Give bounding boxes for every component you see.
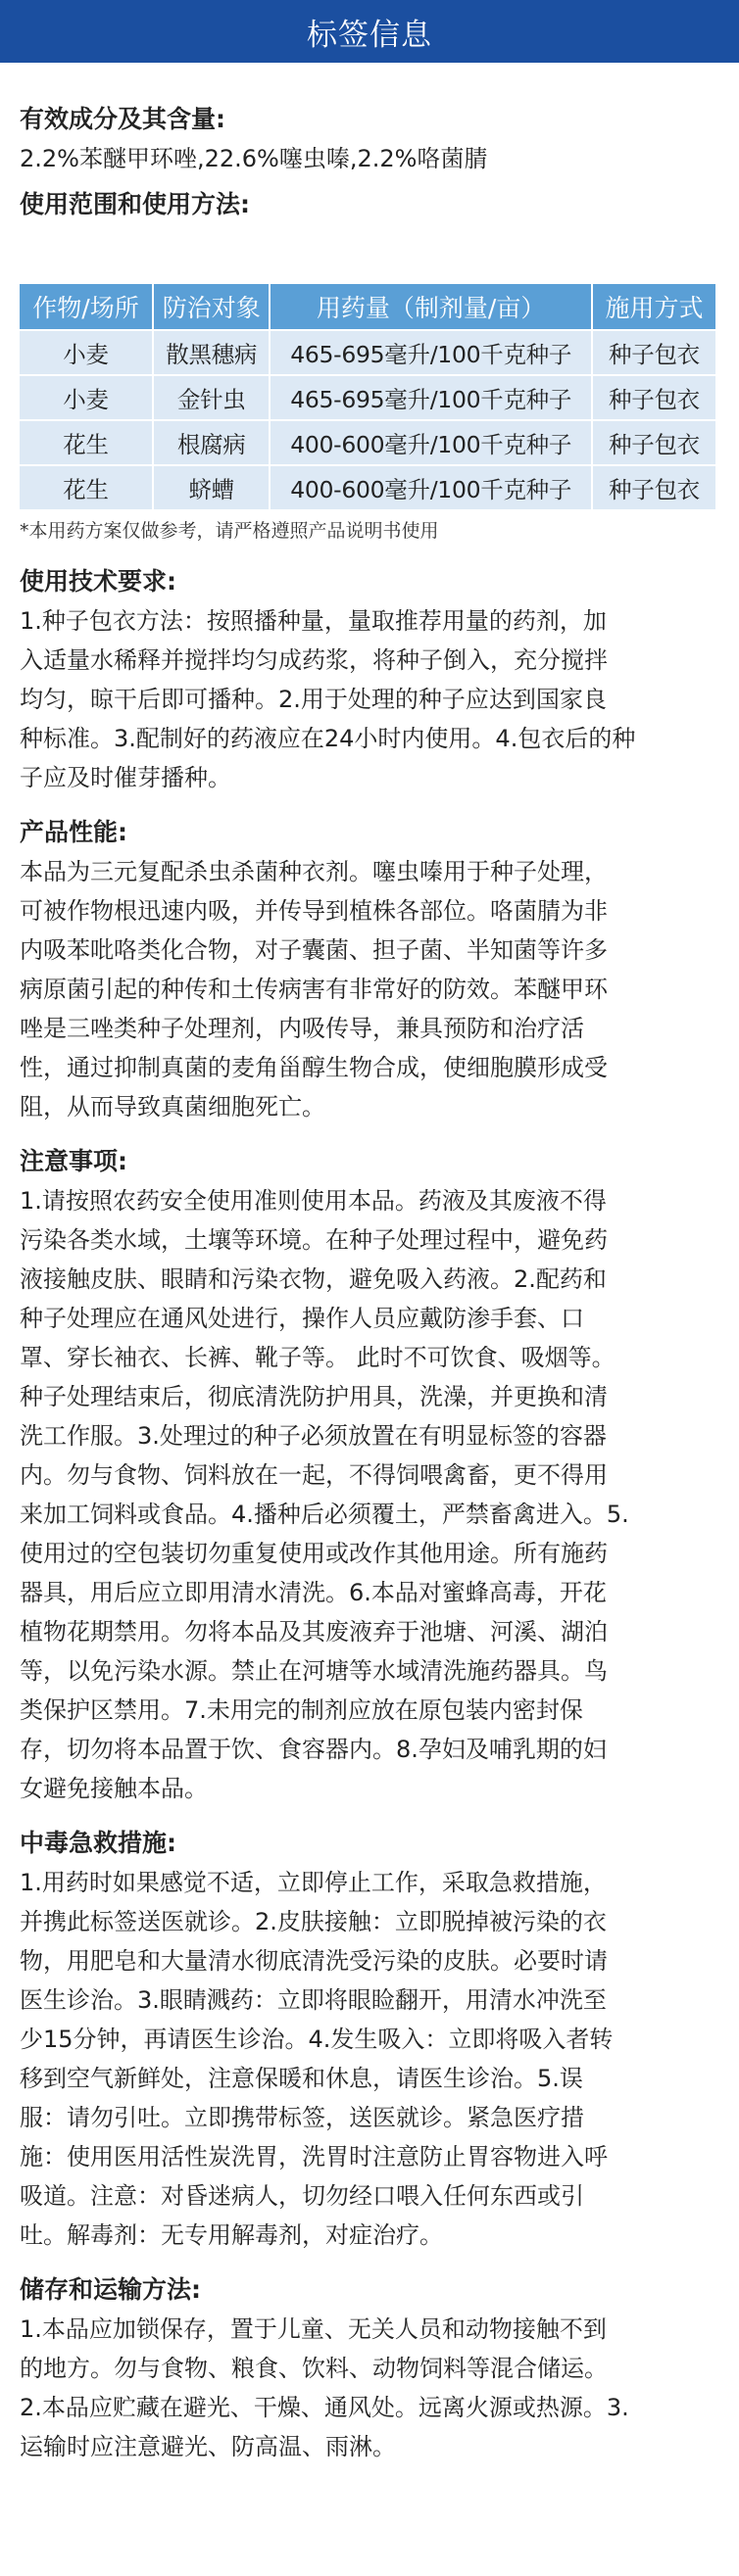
table-row	[20, 376, 715, 419]
firstaid-title: 中毒急救措施:	[20, 1829, 176, 1857]
precautions-title: 注意事项:	[20, 1147, 127, 1175]
ingredients-text: 2.2%苯醚甲环唑,22.6%噻虫嗪,2.2%咯菌腈	[20, 145, 488, 172]
usage-note: *本用药方案仅做参考，请严格遵照产品说明书使用	[20, 520, 439, 542]
text-line: 来加工饲料或食品。4.播种后必须覆土，严禁畜禽进入。5.	[20, 1501, 629, 1528]
usage-table	[18, 282, 717, 511]
text-line: 1.请按照农药安全使用准则使用本品。药液及其废液不得	[20, 1187, 607, 1215]
page-title: 标签信息	[307, 17, 432, 53]
text-line: 本品为三元复配杀虫杀菌种衣剂。噻虫嗪用于种子处理，	[20, 858, 608, 885]
target-cell: 根腐病	[154, 421, 269, 464]
text-line: 女避免接触本品。	[20, 1775, 208, 1802]
performance-section	[20, 815, 719, 1126]
text-line: 阻，从而导致真菌细胞死亡。	[20, 1093, 325, 1121]
text-line: 并携此标签送医就诊。2.皮肤接触：立即脱掉被污染的衣	[20, 1908, 607, 1935]
crop-cell: 花生	[20, 466, 152, 509]
text-line: 病原菌引起的种传和土传病害有非常好的防效。苯醚甲环	[20, 976, 608, 1003]
target-cell: 散黑穗病	[154, 331, 269, 374]
text-line: 1.种子包衣方法：按照播种量，量取推荐用量的药剂，加	[20, 607, 607, 635]
storage-text	[20, 2310, 719, 2466]
table-header-row	[20, 284, 715, 329]
text-line: 少15分钟，再请医生诊治。4.发生吸入：立即将吸入者转	[20, 2026, 614, 2053]
header-bar	[0, 0, 739, 63]
ingredients-section	[20, 102, 719, 178]
text-line: 内吸苯吡咯类化合物，对子囊菌、担子菌、半知菌等许多	[20, 936, 608, 964]
crop-cell: 小麦	[20, 331, 152, 374]
firstaid-section	[20, 1826, 719, 2255]
text-line: 液接触皮肤、眼睛和污染衣物，避免吸入药液。2.配药和	[20, 1265, 607, 1293]
method-cell: 种子包衣	[593, 421, 715, 464]
text-line: 器具，用后应立即用清水清洗。6.本品对蜜蜂高毒，开花	[20, 1579, 607, 1606]
dosage-cell: 465-695毫升/100千克种子	[271, 376, 591, 419]
precautions-section	[20, 1144, 719, 1808]
performance-text	[20, 852, 719, 1126]
text-line: 物，用肥皂和大量清水彻底清洗受污染的皮肤。必要时请	[20, 1947, 608, 1975]
text-line: 种子处理应在通风处进行，操作人员应戴防渗手套、口	[20, 1305, 584, 1332]
text-line: 的地方。勿与食物、粮食、饮料、动物饲料等混合储运。	[20, 2355, 608, 2382]
column-header: 作物/场所	[20, 284, 152, 329]
method-cell: 种子包衣	[593, 331, 715, 374]
text-line: 1.用药时如果感觉不适，立即停止工作，采取急救措施，	[20, 1869, 607, 1896]
text-line: 洗工作服。3.处理过的种子必须放置在有明显标签的容器	[20, 1422, 607, 1450]
column-header: 施用方式	[593, 284, 715, 329]
text-line: 种标准。3.配制好的药液应在24小时内使用。4.包衣后的种	[20, 725, 636, 752]
text-line: 性，通过抑制真菌的麦角甾醇生物合成，使细胞膜形成受	[20, 1054, 608, 1081]
text-line: 入适量水稀释并搅拌均匀成药浆，将种子倒入，充分搅拌	[20, 646, 608, 674]
table-row	[20, 331, 715, 374]
usage-section	[20, 187, 719, 545]
text-line: 均匀，晾干后即可播种。2.用于处理的种子应达到国家良	[20, 686, 607, 713]
text-line: 子应及时催芽播种。	[20, 764, 231, 791]
performance-title: 产品性能:	[20, 818, 127, 846]
text-line: 植物花期禁用。勿将本品及其废液弃于池塘、河溪、湖泊	[20, 1618, 608, 1646]
text-line: 污染各类水域，土壤等环境。在种子处理过程中，避免药	[20, 1226, 608, 1254]
text-line: 吐。解毒剂：无专用解毒剂，对症治疗。	[20, 2221, 443, 2249]
dosage-cell: 400-600毫升/100千克种子	[271, 466, 591, 509]
tech-text	[20, 601, 719, 797]
column-header: 防治对象	[154, 284, 269, 329]
text-line: 唑是三唑类种子处理剂，内吸传导，兼具预防和治疗活	[20, 1015, 584, 1042]
target-cell: 金针虫	[154, 376, 269, 419]
ingredients-title: 有效成分及其含量:	[20, 105, 225, 133]
text-line: 服：请勿引吐。立即携带标签，送医就诊。紧急医疗措	[20, 2104, 584, 2131]
text-line: 存，切勿将本品置于饮、食容器内。8.孕妇及哺乳期的妇	[20, 1736, 607, 1763]
storage-title: 储存和运输方法:	[20, 2275, 201, 2304]
text-line: 2.本品应贮藏在避光、干燥、通风处。远离火源或热源。3.	[20, 2394, 629, 2421]
text-line: 内。勿与食物、饲料放在一起，不得饲喂禽畜，更不得用	[20, 1461, 608, 1489]
firstaid-text	[20, 1863, 719, 2255]
text-line: 罩、穿长袖衣、长裤、靴子等。 此时不可饮食、吸烟等。	[20, 1344, 616, 1371]
precautions-text	[20, 1181, 719, 1808]
text-line: 运输时应注意避光、防高温、雨淋。	[20, 2433, 396, 2460]
text-line: 类保护区禁用。7.未用完的制剂应放在原包装内密封保	[20, 1696, 583, 1724]
crop-cell: 花生	[20, 421, 152, 464]
tech-section	[20, 564, 719, 797]
text-line: 等，以免污染水源。禁止在河塘等水域清洗施药器具。鸟	[20, 1657, 608, 1685]
dosage-cell: 400-600毫升/100千克种子	[271, 421, 591, 464]
text-line: 施：使用医用活性炭洗胃，洗胃时注意防止胃容物进入呼	[20, 2143, 608, 2171]
table-row	[20, 421, 715, 464]
text-line: 种子处理结束后，彻底清洗防护用具，洗澡，并更换和清	[20, 1383, 608, 1410]
storage-section	[20, 2272, 719, 2466]
dosage-cell: 465-695毫升/100千克种子	[271, 331, 591, 374]
text-line: 吸道。注意：对昏迷病人，切勿经口喂入任何东西或引	[20, 2182, 584, 2210]
text-line: 使用过的空包装切勿重复使用或改作其他用途。所有施药	[20, 1540, 608, 1567]
method-cell: 种子包衣	[593, 376, 715, 419]
text-line: 可被作物根迅速内吸，并传导到植株各部位。咯菌腈为非	[20, 897, 608, 925]
text-line: 1.本品应加锁保存，置于儿童、无关人员和动物接触不到	[20, 2315, 607, 2343]
usage-title: 使用范围和使用方法:	[20, 190, 250, 218]
column-header: 用药量（制剂量/亩）	[271, 284, 591, 329]
tech-title: 使用技术要求:	[20, 567, 176, 596]
target-cell: 蛴螬	[154, 466, 269, 509]
method-cell: 种子包衣	[593, 466, 715, 509]
table-row	[20, 466, 715, 509]
crop-cell: 小麦	[20, 376, 152, 419]
text-line: 移到空气新鲜处，注意保暖和休息，请医生诊治。5.误	[20, 2065, 583, 2092]
label-content	[0, 102, 739, 2466]
text-line: 医生诊治。3.眼睛溅药：立即将眼睑翻开，用清水冲洗至	[20, 1986, 607, 2014]
